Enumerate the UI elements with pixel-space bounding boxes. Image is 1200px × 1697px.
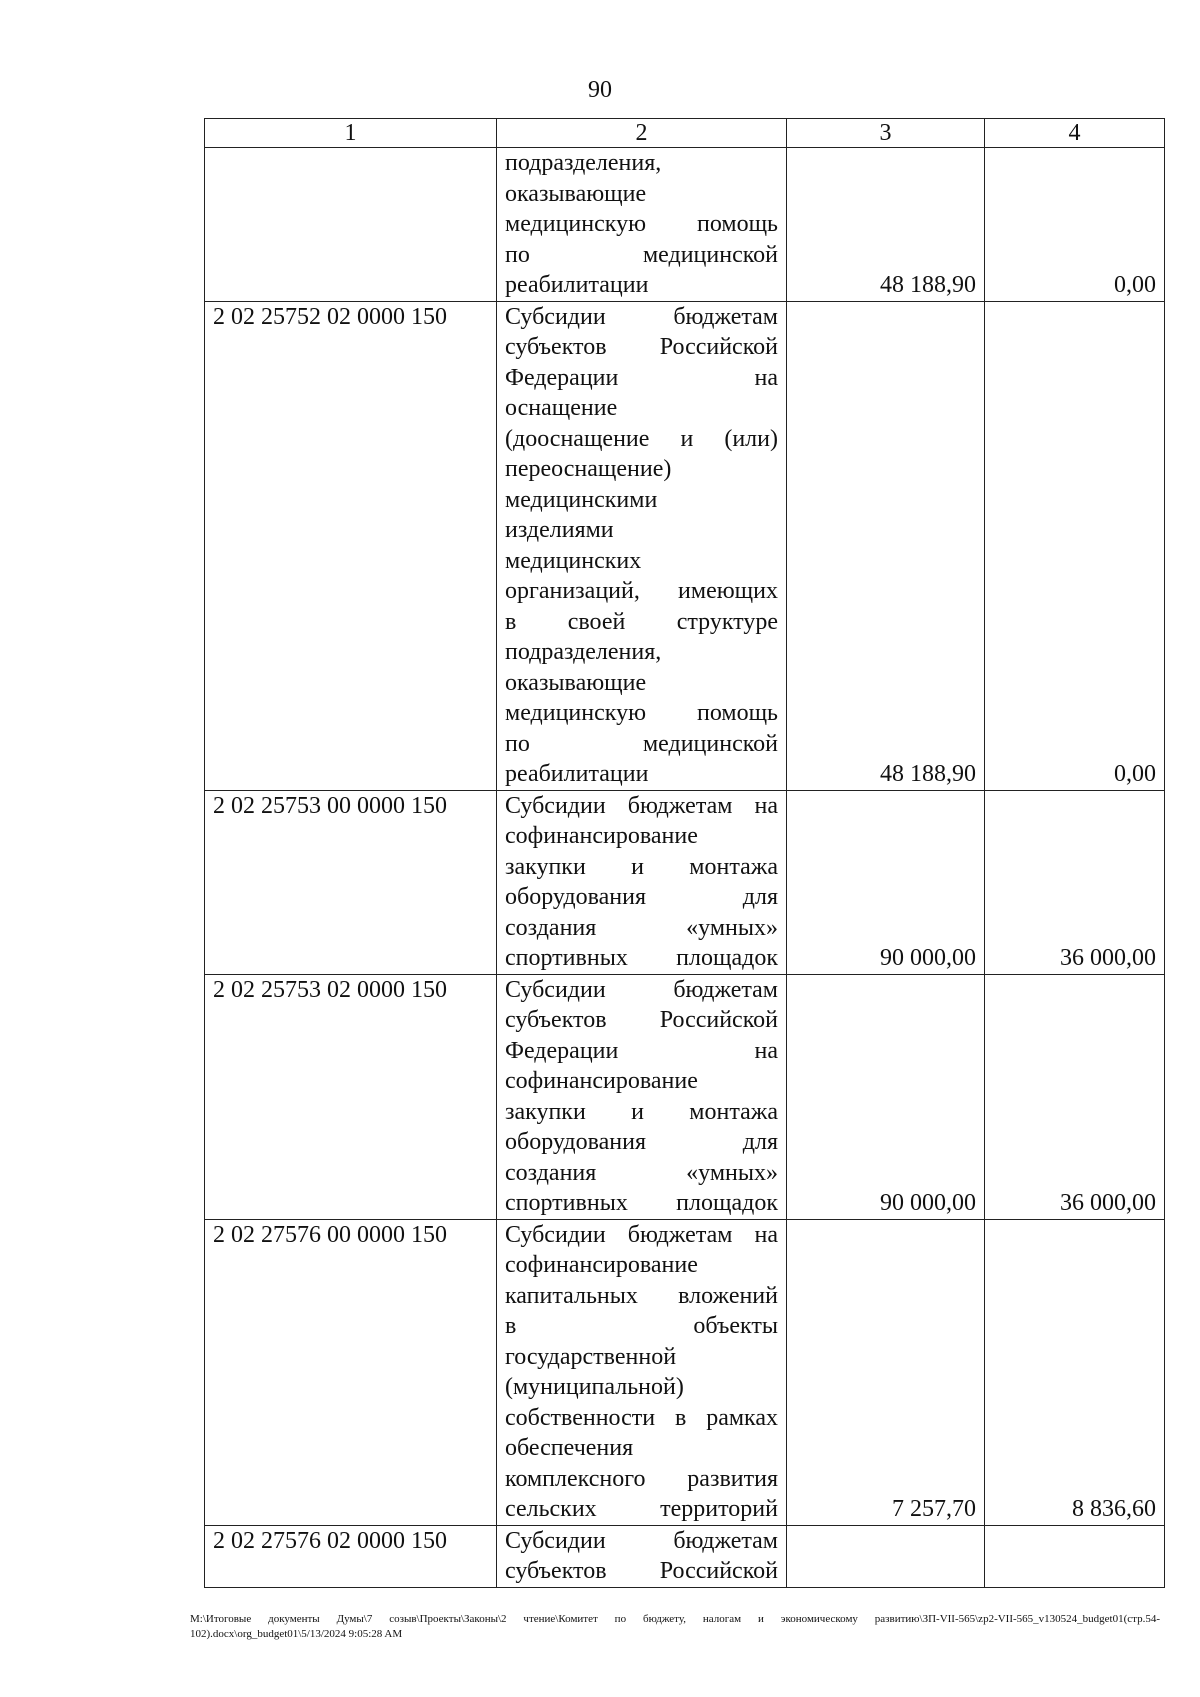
row-code: 2 02 27576 02 0000 150 [205,1525,497,1587]
description-line: медицинскую помощь [505,211,778,237]
description-line: софинансирование [505,1252,698,1278]
row-amount-col-4: 0,00 [985,301,1165,790]
row-description [497,790,787,974]
description-line: медицинских [505,547,642,574]
description-line: оборудования для [505,1129,778,1155]
header-row [205,119,1165,148]
description-line: медицинскими [505,486,658,513]
header-col-3: 3 [787,119,985,148]
description-line: в объекты [505,1313,778,1339]
description-line: спортивных площадок [505,1190,778,1216]
row-amount-col-4: 36 000,00 [985,790,1165,974]
row-code: 2 02 25753 00 0000 150 [205,790,497,974]
description-line: софинансирование [505,823,698,849]
description-line: Федерации на [505,364,778,391]
description-line: изделиями [505,517,614,543]
row-code: 2 02 25752 02 0000 150 [205,301,497,790]
description-line: организаций, имеющих [505,578,778,604]
table-body [205,148,1165,1588]
row-amount-col-3: 90 000,00 [787,974,985,1219]
table-row [205,790,1165,974]
table-row [205,974,1165,1219]
row-code: 2 02 25753 02 0000 150 [205,974,497,1219]
description-line: (дооснащение и (или) [505,425,778,452]
description-line: субъектов Российской [505,1558,778,1584]
file-path-footer: M:\Итоговые документы Думы\7 созыв\Проекты\Законы\2 чтение\Комитет по бюджету, налогам и экономическому развитию\ЗП-VII-565\zp2-VII-565_v130524_budget01(стр.54-102).docx\org_budget01\5/13/2024 9:05:28 AM [190,1613,1160,1640]
description-line: Субсидии бюджетам [505,1527,778,1554]
row-amount-col-4: 36 000,00 [985,974,1165,1219]
description-line: спортивных площадок [505,945,778,971]
description-line: государственной [505,1343,677,1370]
table-row [205,148,1165,302]
header-col-2: 2 [497,119,787,148]
description-line: создания «умных» [505,1159,778,1186]
row-amount-col-3: 90 000,00 [787,790,985,974]
description-line: оснащение [505,395,618,421]
row-amount-col-3 [787,1525,985,1587]
description-line: создания «умных» [505,914,778,941]
row-amount-col-3: 7 257,70 [787,1219,985,1525]
description-line: сельских территорий [505,1496,778,1522]
description-line: по медицинской [505,241,778,268]
description-line: обеспечения [505,1435,634,1461]
row-code: 2 02 27576 00 0000 150 [205,1219,497,1525]
header-col-1: 1 [205,119,497,148]
description-line: оборудования для [505,884,778,910]
description-line: переоснащение) [505,456,672,482]
description-line: закупки и монтажа [505,1098,778,1125]
row-description [497,1525,787,1587]
budget-table [204,118,1165,1588]
description-line: Субсидии бюджетам [505,303,778,330]
row-description [497,148,787,302]
page-number: 90 [588,77,612,103]
header-col-4: 4 [985,119,1165,148]
description-line: капитальных вложений [505,1282,778,1309]
row-description [497,301,787,790]
description-line: медицинскую помощь [505,700,778,726]
description-line: Субсидии бюджетам на [505,1221,778,1248]
description-line: по медицинской [505,730,778,757]
description-line: комплексного развития [505,1465,778,1492]
table-row [205,1219,1165,1525]
description-line: Федерации на [505,1037,778,1064]
description-line: (муниципальной) [505,1374,684,1400]
table-row [205,1525,1165,1587]
description-line: реабилитации [505,272,649,298]
description-line: закупки и монтажа [505,853,778,880]
description-line: подразделения, [505,150,662,176]
description-line: в своей структуре [505,608,778,635]
row-description [497,974,787,1219]
description-line: собственности в рамках [505,1404,778,1431]
description-line: Субсидии бюджетам [505,976,778,1003]
table-header [205,119,1165,148]
description-line: софинансирование [505,1068,698,1094]
table-row [205,301,1165,790]
row-amount-col-4: 0,00 [985,148,1165,302]
description-line: субъектов Российской [505,334,778,360]
description-line: оказывающие [505,180,647,207]
row-amount-col-3: 48 188,90 [787,148,985,302]
row-amount-col-4 [985,1525,1165,1587]
description-line: оказывающие [505,669,647,696]
description-line: Субсидии бюджетам на [505,792,778,819]
description-line: реабилитации [505,761,649,787]
row-amount-col-4: 8 836,60 [985,1219,1165,1525]
row-code [205,148,497,302]
row-amount-col-3: 48 188,90 [787,301,985,790]
description-line: подразделения, [505,639,662,665]
row-description [497,1219,787,1525]
description-line: субъектов Российской [505,1007,778,1033]
